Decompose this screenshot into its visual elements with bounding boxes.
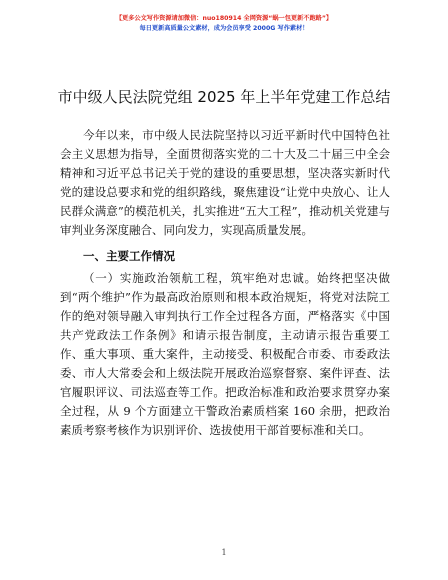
intro-paragraph: 今年以来，市中级人民法院坚持以习近平新时代中国特色社会主义思想为指导，全面贯彻落实党的二十大及二十届三中全会精神和习近平总书记关于党的建设的重要思想，坚决落实新时代党的建设总要求和党的组织路线，聚焦建设“让党中央放心、让人民群众满意”的模范机关，扎实推进“五大工程”，推动机关党建与审判业务深度融合、同向发力，实现高质量发展。: [60, 128, 390, 237]
document-body: [60, 126, 390, 440]
document-title: 市中级人民法院党组 2025 年上半年党建工作总结: [57, 88, 391, 106]
section-heading: 一、主要工作情况: [83, 249, 175, 263]
page-number: 1: [221, 548, 227, 557]
section-paragraph: （一）实施政治领航工程，筑牢绝对忠诚。始终把坚决做到“两个维护”作为最高政治原则和根本政治规矩，将党对法院工作的绝对领导融入审判执行工作全过程各方面，严格落实《中国共产党政法工作条例》和请示报告制度，主动请示报告重要工作、重大事项、重大案件，主动接受、积极配合市委、市委政法委、市人大常委会和上级法院开展政治巡察督察、案件评查、法官履职评议、司法巡查等工作。把政治标准和政治要求贯穿办案全过程，从 9 个方面建立干警政治素质档案 160 余册，把政治素质考察考核作为识别评价、选拔使用干部首要标准和关口。: [60, 271, 390, 437]
resource-banner: [0, 14, 448, 34]
banner-line-2: 每日更新高质量公文素材，成为会员享受 2000G 写作素材！: [139, 25, 309, 32]
banner-line-1: 【更多公文写作资源请加微信：nuo180914 全网资源“蜗一包更新不跑路”】: [115, 15, 333, 22]
